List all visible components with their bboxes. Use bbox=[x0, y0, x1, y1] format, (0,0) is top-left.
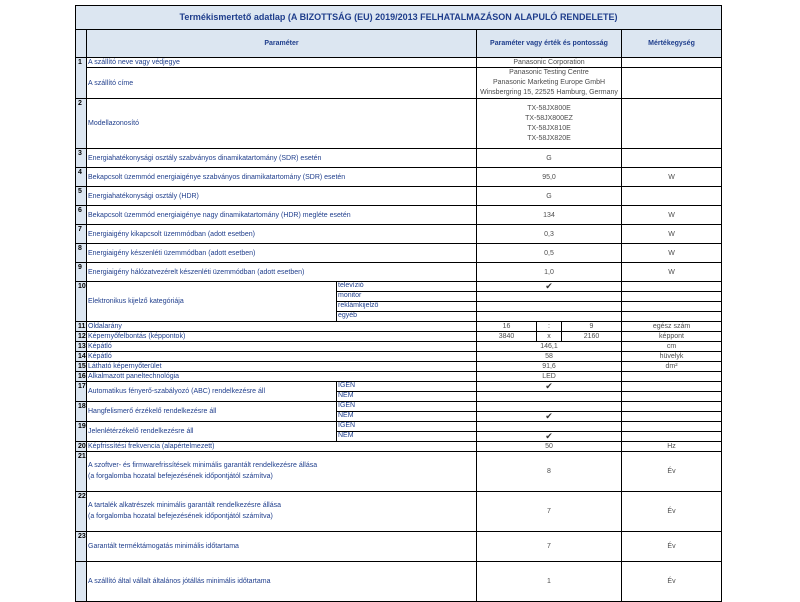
unit-cell: Hz bbox=[622, 442, 722, 452]
header-corner bbox=[76, 30, 87, 58]
unit-cell bbox=[622, 372, 722, 382]
parameter-label: Energiaigény hálózatvezérelt készenléti üzemmódban (adott esetben) bbox=[87, 263, 477, 282]
parameter-label: A szállító által vállalt általános jótállás minimális időtartama bbox=[87, 562, 477, 602]
parameter-label: Energiahatékonysági osztály szabványos dinamikatartomány (SDR) esetén bbox=[87, 149, 477, 168]
parameter-value bbox=[477, 422, 622, 432]
table-row bbox=[76, 342, 722, 352]
unit-cell bbox=[622, 99, 722, 149]
parameter-value bbox=[477, 402, 622, 412]
row-number: 21 bbox=[76, 452, 87, 492]
product-information-sheet bbox=[75, 5, 722, 602]
check-icon: ✔ bbox=[477, 382, 622, 392]
table-row bbox=[76, 422, 722, 432]
unit-cell bbox=[622, 282, 722, 292]
table-row bbox=[76, 206, 722, 225]
sheet-title: Termékismertető adatlap (A BIZOTTSÁG (EU) 2019/2013 FELHATALMAZÁSON ALAPULÓ RENDELETE) bbox=[76, 6, 722, 30]
unit-cell: W bbox=[622, 225, 722, 244]
unit-cell: W bbox=[622, 206, 722, 225]
option-yes: IGEN bbox=[337, 402, 477, 412]
address-line: Panasonic Marketing Europe GmbH bbox=[492, 79, 606, 87]
unit-cell: Év bbox=[622, 492, 722, 532]
row-number: 1 bbox=[76, 58, 87, 99]
parameter-label: A szállító neve vagy védjegye bbox=[87, 58, 477, 68]
row-number: 11 bbox=[76, 322, 87, 332]
check-icon: ✔ bbox=[477, 432, 622, 442]
table-row bbox=[76, 442, 722, 452]
parameter-value: 58 bbox=[477, 352, 622, 362]
row-number: 6 bbox=[76, 206, 87, 225]
row-number: 9 bbox=[76, 263, 87, 282]
parameter-label: Automatikus fényerő-szabályozó (ABC) rendelkezésre áll bbox=[87, 382, 337, 402]
parameter-value: 8 bbox=[477, 452, 622, 492]
row-number: 4 bbox=[76, 168, 87, 187]
table-row bbox=[76, 332, 722, 342]
unit-cell bbox=[622, 382, 722, 392]
parameter-label: Alkalmazott paneltechnológia bbox=[87, 372, 477, 382]
row-number: 8 bbox=[76, 244, 87, 263]
unit-cell: Év bbox=[622, 532, 722, 562]
unit-cell: cm bbox=[622, 342, 722, 352]
parameter-value bbox=[477, 68, 622, 99]
table-row bbox=[76, 492, 722, 532]
check-icon: ✔ bbox=[477, 282, 622, 292]
parameter-label: Hangfelismerő érzékelő rendelkezésre áll bbox=[87, 402, 337, 422]
parameter-label: Modellazonosító bbox=[87, 99, 477, 149]
row-number: 7 bbox=[76, 225, 87, 244]
parameter-value: 0,3 bbox=[477, 225, 622, 244]
table-row bbox=[76, 532, 722, 562]
unit-cell bbox=[622, 422, 722, 432]
label-line: (a forgalomba hozatal befejezésének időpontjától számítva) bbox=[88, 472, 273, 480]
unit-cell bbox=[622, 68, 722, 99]
row-number bbox=[76, 562, 87, 602]
unit-cell bbox=[622, 412, 722, 422]
row-number: 12 bbox=[76, 332, 87, 342]
parameter-label: Jelenlétérzékelő rendelkezésre áll bbox=[87, 422, 337, 442]
row-number: 23 bbox=[76, 532, 87, 562]
unit-cell: W bbox=[622, 263, 722, 282]
parameter-value: G bbox=[477, 149, 622, 168]
parameter-value: Panasonic Corporation bbox=[477, 58, 622, 68]
product-sheet-table bbox=[75, 5, 722, 602]
parameter-value bbox=[477, 302, 622, 312]
table-row bbox=[76, 562, 722, 602]
table-row bbox=[76, 402, 722, 412]
option-label: televízió bbox=[337, 282, 477, 292]
row-number: 16 bbox=[76, 372, 87, 382]
unit-cell bbox=[622, 292, 722, 302]
row-number: 14 bbox=[76, 352, 87, 362]
parameter-label: Oldalarány bbox=[87, 322, 477, 332]
resolution-width: 3840 bbox=[477, 332, 537, 342]
parameter-value: G bbox=[477, 187, 622, 206]
aspect-width: 16 bbox=[477, 322, 537, 332]
parameter-value: 50 bbox=[477, 442, 622, 452]
option-label: egyéb bbox=[337, 312, 477, 322]
label-line: (a forgalomba hozatal befejezésének időpontjától számítva) bbox=[88, 512, 273, 520]
parameter-label: Képfrissítési frekvencia (alapértelmezett) bbox=[87, 442, 477, 452]
table-row bbox=[76, 68, 722, 99]
parameter-label bbox=[87, 492, 477, 532]
table-row bbox=[76, 322, 722, 332]
unit-cell: képpont bbox=[622, 332, 722, 342]
parameter-value: 7 bbox=[477, 532, 622, 562]
parameter-value: 95,0 bbox=[477, 168, 622, 187]
parameter-label: Látható képernyőterület bbox=[87, 362, 477, 372]
row-number: 22 bbox=[76, 492, 87, 532]
unit-cell: egész szám bbox=[622, 322, 722, 332]
option-no: NEM bbox=[337, 412, 477, 422]
unit-cell bbox=[622, 432, 722, 442]
unit-cell bbox=[622, 302, 722, 312]
parameter-value: 7 bbox=[477, 492, 622, 532]
unit-cell: Év bbox=[622, 452, 722, 492]
parameter-value: 134 bbox=[477, 206, 622, 225]
table-row bbox=[76, 187, 722, 206]
table-row bbox=[76, 225, 722, 244]
label-line: A tartalék alkatrészek minimális garantált rendelkezésre állása bbox=[88, 502, 281, 510]
unit-cell: hüvelyk bbox=[622, 352, 722, 362]
table-row bbox=[76, 244, 722, 263]
option-label: reklámkijelző bbox=[337, 302, 477, 312]
table-row bbox=[76, 372, 722, 382]
unit-cell bbox=[622, 187, 722, 206]
unit-cell: W bbox=[622, 168, 722, 187]
parameter-value bbox=[477, 292, 622, 302]
parameter-value bbox=[477, 392, 622, 402]
aspect-separator: : bbox=[537, 322, 562, 332]
unit-cell: Év bbox=[622, 562, 722, 602]
parameter-label: Képátló bbox=[87, 352, 477, 362]
model-id: TX-58JX820E bbox=[527, 135, 571, 143]
parameter-label: Garantált terméktámogatás minimális időtartama bbox=[87, 532, 477, 562]
unit-cell bbox=[622, 402, 722, 412]
resolution-height: 2160 bbox=[562, 332, 622, 342]
header-unit: Mértékegység bbox=[622, 30, 722, 58]
parameter-label: Elektronikus kijelző kategóriája bbox=[87, 282, 337, 322]
model-id: TX-58JX800E bbox=[527, 104, 571, 112]
parameter-label: Képernyőfelbontás (képpontok) bbox=[87, 332, 477, 342]
parameter-label: Bekapcsolt üzemmód energiaigénye szabványos dinamikatartomány (SDR) esetén bbox=[87, 168, 477, 187]
table-row bbox=[76, 58, 722, 68]
row-number: 3 bbox=[76, 149, 87, 168]
aspect-height: 9 bbox=[562, 322, 622, 332]
row-number: 5 bbox=[76, 187, 87, 206]
label-line: A szoftver- és firmwarefrissítések minimális garantált rendelkezésre állása bbox=[88, 462, 318, 470]
table-row bbox=[76, 263, 722, 282]
parameter-label: Képátló bbox=[87, 342, 477, 352]
header-row bbox=[76, 30, 722, 58]
unit-cell bbox=[622, 392, 722, 402]
table-row bbox=[76, 282, 722, 292]
row-number: 20 bbox=[76, 442, 87, 452]
parameter-value: LED bbox=[477, 372, 622, 382]
parameter-value: 1 bbox=[477, 562, 622, 602]
header-parameter: Paraméter bbox=[87, 30, 477, 58]
table-row bbox=[76, 168, 722, 187]
option-label: monitor bbox=[337, 292, 477, 302]
model-id: TX-58JX800EZ bbox=[525, 114, 573, 122]
table-row bbox=[76, 352, 722, 362]
row-number: 13 bbox=[76, 342, 87, 352]
parameter-label: Bekapcsolt üzemmód energiaigénye nagy dinamikatartomány (HDR) megléte esetén bbox=[87, 206, 477, 225]
header-value: Paraméter vagy érték és pontosság bbox=[477, 30, 622, 58]
option-no: NEM bbox=[337, 392, 477, 402]
unit-cell bbox=[622, 312, 722, 322]
parameter-value: 91,6 bbox=[477, 362, 622, 372]
unit-cell bbox=[622, 149, 722, 168]
parameter-value bbox=[477, 99, 622, 149]
unit-cell: W bbox=[622, 244, 722, 263]
parameter-label: Energiahatékonysági osztály (HDR) bbox=[87, 187, 477, 206]
resolution-separator: x bbox=[537, 332, 562, 342]
row-number: 19 bbox=[76, 422, 87, 442]
address-line: Winsbergring 15, 22525 Hamburg, Germany bbox=[480, 89, 618, 97]
row-number: 18 bbox=[76, 402, 87, 422]
row-number: 17 bbox=[76, 382, 87, 402]
parameter-value: 0,5 bbox=[477, 244, 622, 263]
unit-cell bbox=[622, 58, 722, 68]
unit-cell: dm² bbox=[622, 362, 722, 372]
parameter-label: A szállító címe bbox=[87, 68, 477, 99]
parameter-value: 146,1 bbox=[477, 342, 622, 352]
parameter-label: Energiaigény kikapcsolt üzemmódban (adott esetben) bbox=[87, 225, 477, 244]
option-no: NEM bbox=[337, 432, 477, 442]
model-id: TX-58JX810E bbox=[527, 124, 571, 132]
parameter-label: Energiaigény készenléti üzemmódban (adott esetben) bbox=[87, 244, 477, 263]
table-row bbox=[76, 99, 722, 149]
option-yes: IGEN bbox=[337, 382, 477, 392]
row-number: 15 bbox=[76, 362, 87, 372]
check-icon: ✔ bbox=[477, 412, 622, 422]
address-line: Panasonic Testing Centre bbox=[509, 69, 589, 76]
parameter-label bbox=[87, 452, 477, 492]
table-row bbox=[76, 362, 722, 372]
table-row bbox=[76, 382, 722, 392]
row-number: 2 bbox=[76, 99, 87, 149]
parameter-value bbox=[477, 312, 622, 322]
row-number: 10 bbox=[76, 282, 87, 322]
table-row bbox=[76, 452, 722, 492]
title-row bbox=[76, 6, 722, 30]
table-row bbox=[76, 149, 722, 168]
option-yes: IGEN bbox=[337, 422, 477, 432]
parameter-value: 1,0 bbox=[477, 263, 622, 282]
